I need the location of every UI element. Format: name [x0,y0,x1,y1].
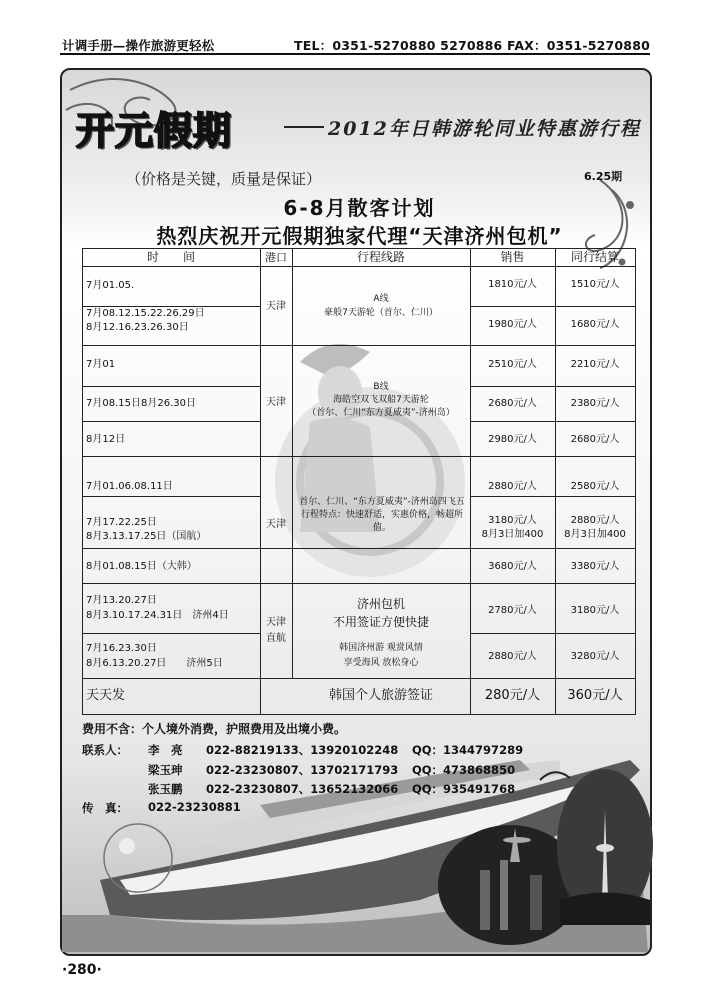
route-sub: 韩国济州游 观赏风情 享受海风 放松身心 [339,643,423,668]
fax-label: 传 真： [82,801,128,815]
sales-price: 280元/人 [484,688,541,703]
sales-price: 1810元/人 [488,279,537,290]
issue-number: 6.25期 [584,170,623,183]
col-header-peer-price: 同行结算 [570,250,619,264]
peer-price: 2380元/人 [570,398,620,409]
port-cell: 天津 直航 [266,617,286,644]
peer-price: 1680元/人 [570,319,620,330]
peer-price: 3380元/人 [570,561,620,572]
port-cell: 天津 [266,397,286,408]
contact-phones: 022-23230807、13702171793 [206,763,399,777]
port-cell: 天津 [266,301,286,312]
contacts-label: 联系人： [82,743,128,757]
peer-price: 360元/人 [567,688,623,703]
slogan: 热烈庆祝开元假期独家代理“天津济州包机” [156,224,563,248]
date-cell: 8月01.08.15日（大韩） [86,561,197,572]
peer-price: 2580元/人 [570,481,620,492]
contact-qq: QQ：1344797289 [412,743,524,757]
date-cell: 7月16.23.30日 8月6.13.20.27日 济州5日 [86,643,223,669]
sales-price: 2880元/人 [488,481,537,492]
brand-logo-text: 开元假期 [76,108,233,153]
col-header-sales: 销售 [500,250,525,264]
peer-price: 1510元/人 [570,279,620,290]
fax-number: 022-23230881 [148,800,241,814]
date-cell: 7月01 [86,359,116,370]
header-contact-line: TEL：0351-5270880 5270886 FAX：0351-5270880 [294,38,650,53]
date-cell: 7月13.20.27日 8月3.10.17.24.31日 济州4日 [86,595,229,621]
peer-price: 2880元/人 8月3日加400 [564,515,626,540]
sales-price: 2880元/人 [488,651,537,662]
date-cell: 8月12日 [86,434,126,445]
contact-qq: QQ：473868850 [412,763,516,777]
route-cell: B线 海皓空双飞双船7天游轮 （首尔、仁川“东方夏威夷”-济州岛） [307,382,455,418]
itinerary-table [82,248,636,714]
brochure-subtitle: 2012年日韩游轮同业特惠游行程 [328,118,641,140]
fee-note: 费用不含：个人境外消费，护照费用及出境小费。 [82,722,347,736]
port-cell: 天津 [266,519,286,530]
contact-name: 张玉鹏 [148,782,183,796]
date-cell: 7月01.05. [86,280,135,291]
sales-price: 2980元/人 [488,434,537,445]
sales-price: 3180元/人 8月3日加400 [481,515,544,540]
col-header-route: 行程线路 [356,250,405,264]
date-cell: 7月17.22.25日 8月3.13.17.25日（国航） [86,517,207,542]
route-cell: 韩国个人旅游签证 [328,688,433,703]
header-tagline: 计调手册—操作旅游更轻松 [62,38,215,53]
date-cell: 7月08.15日8月26.30日 [86,398,196,409]
contact-qq: QQ：935491768 [412,782,516,796]
peer-price: 3180元/人 [570,605,620,616]
col-header-time: 时 间 [146,250,195,264]
sales-price: 2510元/人 [488,359,537,370]
peer-price: 2210元/人 [570,359,620,370]
date-cell: 天天发 [86,688,126,703]
tower-photo [557,769,653,925]
contact-phones: 022-23230807、13652132066 [206,782,399,796]
contact-name: 李 亮 [148,743,183,757]
contact-phones: 022-88219133、13920102248 [206,743,399,757]
title-dash [284,126,324,128]
date-cell: 7月01.06.08.11日 [86,481,173,492]
route-main: 济州包机 不用签证方便快捷 [332,597,429,629]
peer-price: 3280元/人 [570,651,620,662]
contact-name: 梁玉珅 [148,763,183,777]
route-cell: A线 豪般7天游轮（首尔、仁川） [324,294,438,318]
plan-title: 6-8月散客计划 [283,196,436,220]
peer-price: 2680元/人 [570,434,620,445]
date-cell: 7月08.12.15.22.26.29日 8月12.16.23.26.30日 [86,308,205,333]
motto: （价格是关键，质量是保证） [126,170,322,188]
sales-price: 3680元/人 [488,561,537,572]
page-number: ·280· [62,962,102,978]
route-cell: 首尔、仁川、“东方夏威夷”-济州岛四飞五 行程特点：快速舒适，实惠价格，畅超所值。 [299,497,465,533]
col-header-port: 港口 [265,251,287,264]
sales-price: 2680元/人 [488,398,537,409]
sales-price: 2780元/人 [488,605,537,616]
sales-price: 1980元/人 [488,319,537,330]
